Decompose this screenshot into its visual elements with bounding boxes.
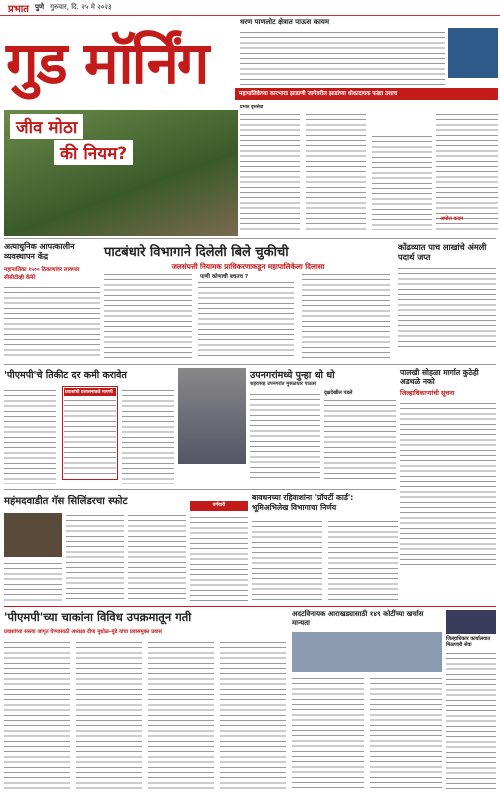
hospital-photo [292,632,442,672]
story-rain [250,368,396,486]
gas-badge: वर्गवारी [190,501,248,511]
edition-city: पुणे [35,3,45,11]
rain-headline: उपनगरांमध्ये पुन्हा धो धो [250,370,335,381]
feature-byline: प्रभात वृत्तसेवा [240,105,264,110]
right2-photo [446,610,496,634]
permit-headline: बावधनच्या रहिवाशांना 'प्रॉपर्टी कार्ड': [252,493,354,502]
top-story [240,18,498,86]
feature-title-2: की नियम? [54,140,133,165]
rain-subhead: शहरासह उपनगरांत मुसळधार पाऊस [250,381,317,387]
edition-date: गुरुवार, दि. २५ मे २०२३ [50,3,112,11]
story-pmp [4,368,174,486]
palkhi-subhead: जिल्हाधिकाऱ्यांची सूचना [400,390,455,397]
main-subhead: जलसंपत्ती नियामक प्राधिकरणाकडून महापालिकेला दिलासा [171,262,325,271]
left1-headline: अत्याधुनिक आपत्कालीन व्यवस्थापन केंद्र [4,242,75,261]
gas-headline: महंमदवाडीत गॅस सिलिंडरचा स्फोट [4,496,128,507]
right1-headline: कोंढव्यात पाच लाखांचे अंमली पदार्थ जप्त [398,242,487,262]
masthead-bar [0,0,500,16]
feature-body [240,104,498,234]
feature-banner: महापालिकेच्या कारभाराः झाडाणी जागेवरील झाडांच्या धोकादायक फांद्या तशाच [235,88,498,100]
wheel-headline: 'पीएमपी'च्या चाकांना विविध उपक्रमातून गती [4,610,192,624]
masthead-title: गुड मॉर्निंग [6,29,208,97]
palkhi-headline: पालखी सोहळा मार्गात कुठेही अडथळे नको [400,368,479,386]
feature-title-1: जीव मोठा [10,114,83,139]
permit-subhead: भूमिअभिलेख विभागाचा निर्णय [252,503,337,512]
wheel-subhead: प्रवाशांच्या सस्त्या जागृत घेण्यासाठी अध्यक्षा दीपा मुधोळ–मुंडे यांचा प्रवासमुक्त प्रवास [4,629,162,635]
story-palkhi [400,368,496,568]
top-story-photo [448,28,498,78]
main-headline: पाटबंधारे विभागाने दिलेली बिले चुकीची [104,245,289,260]
story-right2 [446,610,496,796]
rain-boxhead: वृक्षदेखील पडले [324,390,353,396]
hospital-headline: अदटविनायक आराखड्यासाठी १४९ कोटींच्या खर्चास मान्यता [292,610,424,627]
story-main [104,242,392,362]
pmp-boxhead: प्रवाशांची प्रशासनाकडे मागणी [64,388,116,396]
gas-photo [4,513,62,557]
right2-headline: जिल्हाधिकार कार्यालयात मिळणारी सेवा [446,636,491,648]
brand-logo: प्रभात [8,3,30,15]
rain-photo [178,368,246,464]
left1-subhead: महापालिका १५०० ठिकाणांवर लावणार सीसीटीव्ही कॅमेरे [4,267,80,281]
feature-photo [4,110,238,236]
story-gas [4,493,250,603]
story-permit [252,493,398,603]
story-left1 [4,242,100,360]
story-wheel [4,610,288,796]
main-inner-head: पाणी कोणाची बचतच ? [200,274,249,280]
pmp-headline: 'पीएमपी'चे तिकीट दर कमी करावेत [4,370,127,381]
story-right1 [398,242,496,360]
feature-quote-sign: – अमोल कदम [436,216,463,222]
story-hospital [292,610,442,796]
masthead [6,17,236,109]
top-story-body [240,30,445,85]
top-story-headline: धरण पाणलोट क्षेत्रात पाऊस कायम [240,18,330,26]
